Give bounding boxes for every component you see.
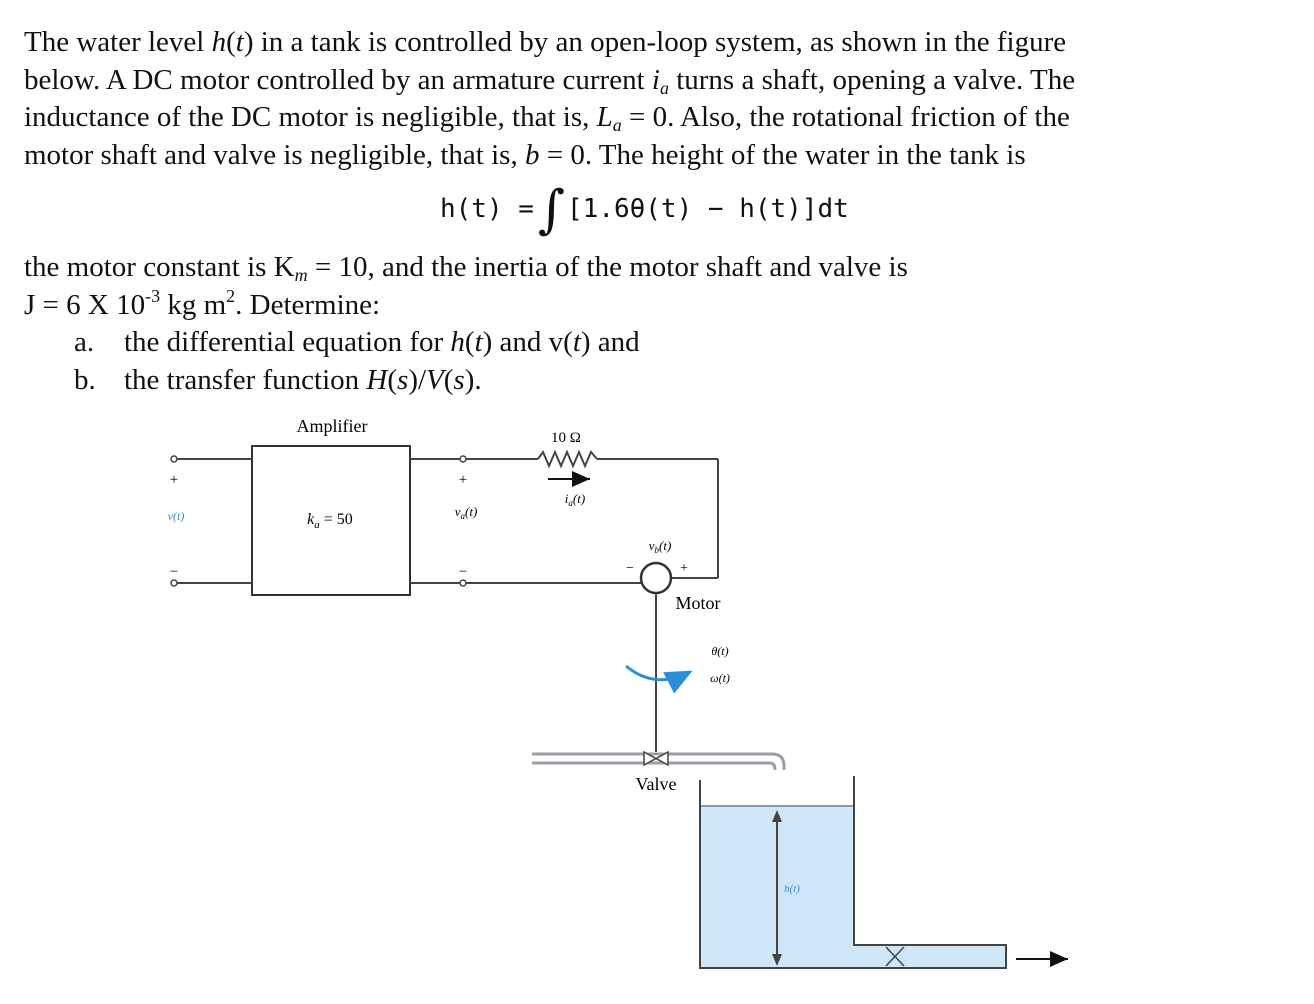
question-b-text: the transfer function H(s)/V(s). [124, 364, 482, 396]
integral-symbol: ∫ [537, 180, 566, 240]
rotation-arrow [626, 666, 690, 680]
outlet-water [854, 945, 1006, 968]
motor [641, 563, 671, 593]
motor-label: Motor [675, 593, 721, 613]
amp-out-plus: + [458, 472, 468, 488]
resistor-label: 10 Ω [551, 430, 581, 446]
amp-out-terminal-bottom [460, 580, 466, 586]
motor-minus: − [626, 561, 634, 576]
question-a-label: a. [74, 326, 95, 358]
input-minus: − [169, 564, 179, 580]
intro-line-3: inductance of the DC motor is negligible, that is, $L_a = 0$. Also, the rotational friction of the [24, 101, 1070, 135]
question-a-text: the differential equation for h(t) and v(t) and [124, 326, 640, 358]
constants-line-1: the motor constant is $K_m = 10$, and the inertia of the motor shaft and valve is [24, 251, 908, 285]
amplifier-gain: $k_a = 50$ [307, 511, 353, 531]
intro-line-4: motor shaft and valve is negligible, that is, b = 0. The height of the water in the tank is [24, 138, 1026, 171]
level-label: h(t) [784, 883, 800, 895]
backemf-label: $v_b(t)$ [648, 538, 672, 555]
amp-out-terminal-top [460, 456, 466, 462]
equation-rhs: [1.6θ(t) − h(t)]dt [567, 194, 849, 224]
question-b-label: b. [74, 364, 96, 396]
intro-line-2: below. A DC motor controlled by an armature current $i_a$ turns a shaft, opening a valve. The [24, 63, 1076, 98]
theta-label: θ(t) [711, 644, 729, 658]
input-voltage-label: v(t) [167, 509, 185, 523]
input-terminal-top [171, 456, 177, 462]
intro-line-1: The water level h(t) in a tank is controlled by an open-loop system, as shown in the figure [24, 26, 1067, 58]
amplifier-label: Amplifier [296, 416, 368, 436]
input-terminal-bottom [171, 580, 177, 586]
omega-label: ω(t) [710, 671, 730, 685]
inlet-pipe [532, 754, 784, 770]
motor-plus: + [680, 561, 688, 576]
amp-out-voltage-label: $v_a(t)$ [454, 504, 478, 521]
valve-label: Valve [635, 774, 677, 794]
amp-out-minus: − [458, 564, 468, 580]
equation-lhs: h(t) = [440, 194, 534, 224]
constants-line-2: J = 6 X $10^{-3}$ kg $m^2$. Determine: [24, 285, 381, 321]
input-plus: + [169, 472, 179, 488]
resistor [538, 452, 597, 466]
current-label: $i_a(t)$ [564, 491, 586, 508]
